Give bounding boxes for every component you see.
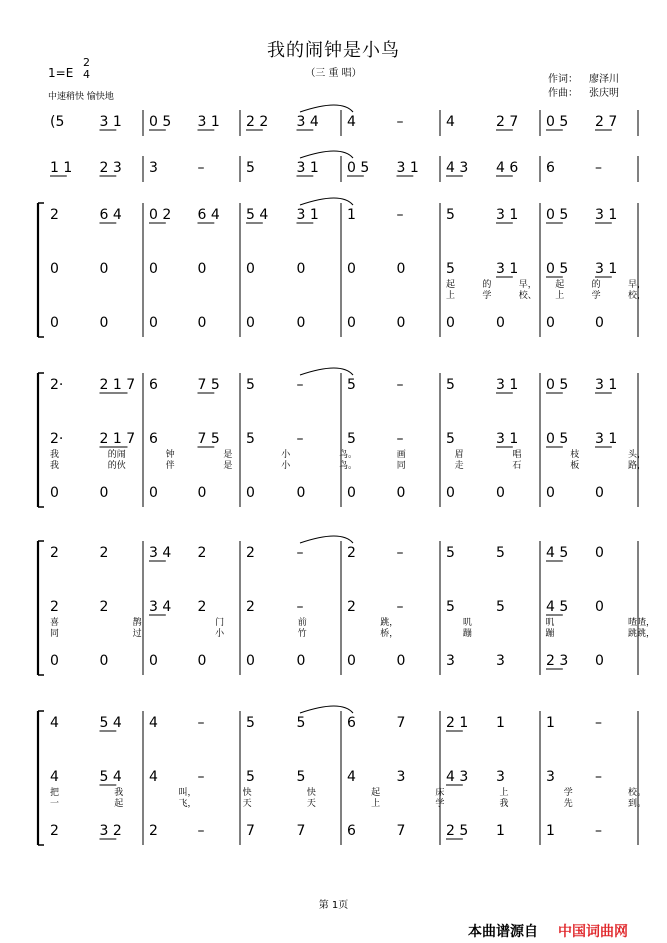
lyric-syllable: 我: [50, 461, 60, 471]
lyric-syllable: 门: [215, 618, 225, 628]
note-beat: 6: [347, 823, 356, 839]
lyric-syllable: 枝: [570, 450, 580, 460]
lyric-syllable: 过: [132, 629, 142, 639]
note-beat: 0: [50, 315, 59, 331]
note-beat: 2 1: [446, 715, 469, 731]
lyric-syllable: 蹦: [545, 629, 555, 639]
note-beat: 0: [496, 485, 505, 501]
note-beat: 2: [347, 545, 356, 561]
tie-arc: [300, 105, 353, 112]
note-beat: 0: [546, 485, 555, 501]
note-beat: 0: [595, 545, 604, 561]
note-beat: 0: [149, 261, 158, 277]
note-beat: 0: [197, 261, 207, 277]
lyric-syllable: 快: [306, 788, 316, 798]
lyric-syllable: 校，: [628, 291, 647, 301]
note-beat: 2 1 7: [99, 431, 136, 447]
note-beat: 0: [595, 653, 604, 669]
note-beat: 0: [347, 315, 356, 331]
song-subtitle: （三 重 唱）: [305, 68, 362, 79]
note-beat: 0: [446, 315, 455, 331]
note-beat: 2 1 7: [99, 377, 136, 393]
lyric-syllable: 的伙: [107, 461, 126, 471]
note-beat: 0: [149, 485, 158, 501]
lyric-syllable: 叽: [545, 618, 555, 628]
note-beat: 7: [296, 823, 306, 839]
note-beat: 3 1: [496, 261, 519, 277]
note-beat: 5: [446, 599, 455, 615]
note-beat: 4: [50, 715, 59, 731]
note-beat: 6: [546, 160, 555, 176]
lyric-syllable: 竹: [297, 629, 307, 639]
note-beat: –: [197, 160, 205, 176]
note-beat: 6 4: [197, 207, 220, 223]
note-beat: 2 3: [546, 653, 569, 669]
note-beat: 5: [446, 261, 455, 277]
note-beat: 3 4: [149, 599, 172, 615]
note-beat: 5: [246, 431, 255, 447]
lyric-syllable: 唱: [512, 450, 522, 460]
lyric-syllable: 喜: [50, 618, 60, 628]
note-beat: 5: [446, 545, 455, 561]
lyric-syllable: 学: [482, 291, 492, 301]
note-beat: 2: [50, 599, 59, 615]
note-beat: 1: [496, 823, 505, 839]
page-number: 第 1页: [318, 900, 349, 911]
note-beat: 0 5: [546, 431, 569, 447]
lyric-syllable: 前: [297, 618, 307, 628]
note-beat: 3 1: [296, 207, 319, 223]
note-beat: 2: [50, 823, 59, 839]
lyric-syllable: 鹊: [132, 618, 142, 628]
note-beat: 4: [347, 114, 356, 130]
note-beat: 5: [296, 715, 306, 731]
note-beat: 6: [149, 431, 158, 447]
note-beat: 3 1: [197, 114, 220, 130]
note-beat: –: [595, 823, 602, 839]
lyric-syllable: 小: [281, 461, 291, 471]
note-beat: (5: [50, 114, 65, 130]
note-beat: 0: [99, 315, 109, 331]
note-beat: 1 1: [50, 160, 73, 176]
note-beat: 5: [246, 160, 255, 176]
note-beat: 3 1: [496, 431, 519, 447]
note-beat: 0 5: [546, 377, 569, 393]
note-beat: 2: [246, 545, 255, 561]
note-beat: 5: [347, 431, 356, 447]
source-site: 中国词曲网: [558, 924, 628, 940]
note-beat: 2 5: [446, 823, 469, 839]
lyric-syllable: 头，: [628, 450, 647, 460]
note-beat: 5: [246, 377, 255, 393]
note-beat: 2: [99, 599, 109, 615]
note-beat: –: [595, 769, 602, 785]
lyricist-label: 作词：: [548, 74, 578, 85]
lyric-syllable: 我: [50, 450, 60, 460]
note-beat: 3 4: [149, 545, 172, 561]
note-beat: 4: [347, 769, 356, 785]
note-beat: 0: [99, 485, 109, 501]
note-beat: 5: [446, 377, 455, 393]
note-beat: 3 4: [296, 114, 319, 130]
note-beat: 2·: [50, 431, 64, 447]
note-beat: 5: [246, 769, 255, 785]
lyric-syllable: 早，: [518, 280, 537, 290]
note-beat: –: [396, 114, 404, 130]
note-beat: 0: [246, 653, 255, 669]
song-title: 我的闹钟是小鸟: [267, 40, 400, 61]
lyric-syllable: 起: [446, 280, 456, 290]
lyric-syllable: 上: [555, 291, 565, 301]
note-beat: 5 4: [99, 769, 122, 785]
lyric-syllable: 快: [242, 788, 252, 798]
note-beat: 2 7: [595, 114, 618, 130]
lyric-syllable: 走: [454, 461, 464, 471]
note-beat: 4: [50, 769, 59, 785]
note-beat: –: [595, 715, 602, 731]
note-beat: 2: [99, 545, 109, 561]
composer-name: 张庆明: [589, 88, 619, 99]
lyric-syllable: 同: [50, 629, 60, 639]
note-beat: 0 5: [546, 261, 569, 277]
lyric-syllable: 路，: [628, 461, 647, 471]
note-beat: 0: [149, 315, 158, 331]
note-beat: 2·: [50, 377, 64, 393]
lyric-syllable: 是: [223, 461, 233, 471]
note-beat: 5 4: [99, 715, 122, 731]
lyric-syllable: 的: [591, 280, 601, 290]
note-beat: 2: [50, 545, 59, 561]
note-beat: 4 3: [446, 769, 469, 785]
lyric-syllable: 到。: [628, 799, 647, 809]
lyric-syllable: 钟: [165, 450, 175, 460]
lyric-syllable: 我: [499, 799, 509, 809]
note-beat: 4: [149, 769, 158, 785]
note-beat: 2: [347, 599, 356, 615]
note-beat: 1: [496, 715, 505, 731]
note-beat: 1: [546, 715, 555, 731]
note-beat: 2: [50, 207, 59, 223]
lyric-syllable: 起: [114, 799, 124, 809]
note-beat: 7 5: [197, 431, 220, 447]
note-beat: 0: [197, 653, 207, 669]
note-beat: 3: [149, 160, 158, 176]
lyric-syllable: 小: [281, 450, 291, 460]
note-beat: 1: [347, 207, 356, 223]
note-beat: 0: [246, 315, 255, 331]
note-beat: 4 5: [546, 599, 569, 615]
note-beat: 3: [496, 653, 505, 669]
note-beat: 0: [595, 315, 604, 331]
note-beat: 5: [347, 377, 356, 393]
note-beat: –: [396, 377, 404, 393]
composer-label: 作曲：: [548, 88, 578, 99]
note-beat: 7: [246, 823, 255, 839]
note-beat: 0: [296, 261, 306, 277]
lyric-syllable: 伴: [165, 461, 175, 471]
note-beat: 2: [197, 545, 207, 561]
note-beat: 6: [149, 377, 158, 393]
note-beat: 0: [396, 261, 406, 277]
note-beat: 3 1: [595, 377, 618, 393]
lyric-syllable: 校。: [628, 788, 647, 798]
tie-arc: [300, 368, 353, 375]
note-beat: 0 5: [149, 114, 172, 130]
lyric-syllable: 板: [570, 461, 580, 471]
meter-top: 2: [83, 56, 90, 69]
note-beat: 2 7: [496, 114, 519, 130]
note-beat: 0: [99, 653, 109, 669]
note-beat: 0: [446, 485, 455, 501]
lyric-syllable: 叽: [462, 618, 472, 628]
lyric-syllable: 跳，: [380, 618, 399, 628]
note-beat: 0: [50, 485, 59, 501]
note-beat: 4: [446, 114, 455, 130]
note-beat: 0: [99, 261, 109, 277]
tie-arc: [300, 536, 353, 543]
lyric-syllable: 上: [446, 291, 456, 301]
note-beat: 0: [197, 485, 207, 501]
note-beat: –: [296, 377, 304, 393]
note-beat: 7: [396, 715, 406, 731]
note-beat: 5: [446, 207, 455, 223]
note-beat: 0: [296, 653, 306, 669]
lyric-syllable: 起: [371, 788, 381, 798]
lyric-syllable: 石: [512, 461, 522, 471]
key-signature: 1=E: [48, 66, 74, 80]
note-beat: 5 4: [246, 207, 269, 223]
lyric-syllable: 鸟。: [339, 450, 358, 460]
note-beat: 4: [149, 715, 158, 731]
lyric-syllable: 的: [482, 280, 492, 290]
note-beat: –: [595, 160, 602, 176]
note-beat: 4 3: [446, 160, 469, 176]
note-beat: –: [296, 545, 304, 561]
lyric-syllable: 天: [242, 799, 252, 809]
note-beat: –: [197, 769, 205, 785]
note-beat: –: [396, 207, 404, 223]
note-beat: 0: [396, 485, 406, 501]
note-beat: 3: [396, 769, 406, 785]
note-beat: 2 3: [99, 160, 122, 176]
note-beat: 0: [496, 315, 505, 331]
lyric-syllable: 眉: [454, 450, 464, 460]
lyric-syllable: 小: [215, 629, 225, 639]
note-beat: 7 5: [197, 377, 220, 393]
lyric-syllable: 鸟。: [339, 461, 358, 471]
note-beat: 0 5: [546, 114, 569, 130]
note-beat: 3 1: [595, 261, 618, 277]
note-beat: 3 1: [595, 431, 618, 447]
note-beat: 3 1: [396, 160, 419, 176]
lyric-syllable: 床: [435, 788, 445, 798]
tempo-marking: 中速稍快 愉快地: [48, 92, 114, 102]
lyric-syllable: 画: [396, 450, 406, 460]
lyric-syllable: 上: [499, 788, 509, 798]
note-beat: –: [396, 431, 404, 447]
note-beat: 3 1: [496, 207, 519, 223]
lyric-syllable: 先: [563, 799, 573, 809]
note-beat: 0: [149, 653, 158, 669]
note-beat: 0: [50, 653, 59, 669]
lyric-syllable: 起: [555, 280, 565, 290]
lyric-syllable: 学: [435, 799, 445, 809]
note-beat: 0: [296, 485, 306, 501]
lyric-syllable: 学: [591, 291, 601, 301]
note-beat: 0: [347, 653, 356, 669]
note-beat: 0: [296, 315, 306, 331]
note-beat: 0: [546, 315, 555, 331]
note-beat: –: [396, 545, 404, 561]
note-beat: 0: [347, 485, 356, 501]
note-beat: 3: [446, 653, 455, 669]
note-beat: 5: [446, 431, 455, 447]
lyric-syllable: 飞，: [178, 799, 197, 809]
lyric-syllable: 上: [371, 799, 381, 809]
note-beat: –: [197, 715, 205, 731]
lyric-syllable: 天: [306, 799, 316, 809]
note-beat: –: [197, 823, 205, 839]
lyricist-name: 廖泽川: [589, 74, 619, 85]
note-beat: 0: [396, 315, 406, 331]
tie-arc: [300, 151, 353, 158]
note-beat: 3 1: [595, 207, 618, 223]
note-beat: 2: [246, 599, 255, 615]
note-beat: 0: [595, 599, 604, 615]
note-beat: 0: [246, 261, 255, 277]
note-beat: 3: [546, 769, 555, 785]
tie-arc: [300, 706, 353, 713]
lyric-syllable: 同: [396, 461, 406, 471]
note-beat: 4 6: [496, 160, 519, 176]
note-beat: 0: [50, 261, 59, 277]
lyric-syllable: 是: [223, 450, 233, 460]
note-beat: 4 5: [546, 545, 569, 561]
note-beat: 5: [246, 715, 255, 731]
note-beat: 0 2: [149, 207, 172, 223]
note-beat: 0 5: [347, 160, 370, 176]
lyric-syllable: 我: [114, 788, 124, 798]
lyric-syllable: 学: [563, 788, 573, 798]
note-beat: 2 2: [246, 114, 269, 130]
note-beat: –: [296, 431, 304, 447]
tie-arc: [300, 198, 353, 205]
note-beat: 0: [595, 485, 604, 501]
lyric-syllable: 桥，: [380, 629, 399, 639]
note-beat: 7: [396, 823, 406, 839]
note-beat: 0: [197, 315, 207, 331]
note-beat: 3: [496, 769, 505, 785]
note-beat: 5: [496, 599, 505, 615]
note-beat: 3 1: [496, 377, 519, 393]
lyric-syllable: 的闹: [107, 450, 126, 460]
note-beat: 2: [197, 599, 207, 615]
note-beat: 0: [246, 485, 255, 501]
note-beat: 0: [396, 653, 406, 669]
source-prefix: 本曲谱源自: [468, 924, 538, 940]
note-beat: 5: [496, 545, 505, 561]
note-beat: 3 1: [296, 160, 319, 176]
note-beat: 3 2: [99, 823, 122, 839]
note-beat: –: [296, 599, 304, 615]
lyric-syllable: 校、: [518, 291, 537, 301]
note-beat: –: [396, 599, 404, 615]
lyric-syllable: 叫，: [178, 788, 197, 798]
note-beat: 3 1: [99, 114, 122, 130]
note-beat: 0: [347, 261, 356, 277]
lyric-syllable: 蹦: [462, 629, 472, 639]
lyric-syllable: 喳喳，: [628, 618, 656, 628]
note-beat: 6: [347, 715, 356, 731]
lyric-syllable: 跳跳，: [628, 629, 656, 639]
meter-bottom: 4: [83, 68, 90, 81]
note-beat: 2: [149, 823, 158, 839]
note-beat: 0 5: [546, 207, 569, 223]
lyric-syllable: 一: [50, 799, 60, 809]
note-beat: 6 4: [99, 207, 122, 223]
lyric-syllable: 早，: [628, 280, 647, 290]
lyric-syllable: 把: [50, 788, 60, 798]
note-beat: 5: [296, 769, 306, 785]
note-beat: 1: [546, 823, 555, 839]
